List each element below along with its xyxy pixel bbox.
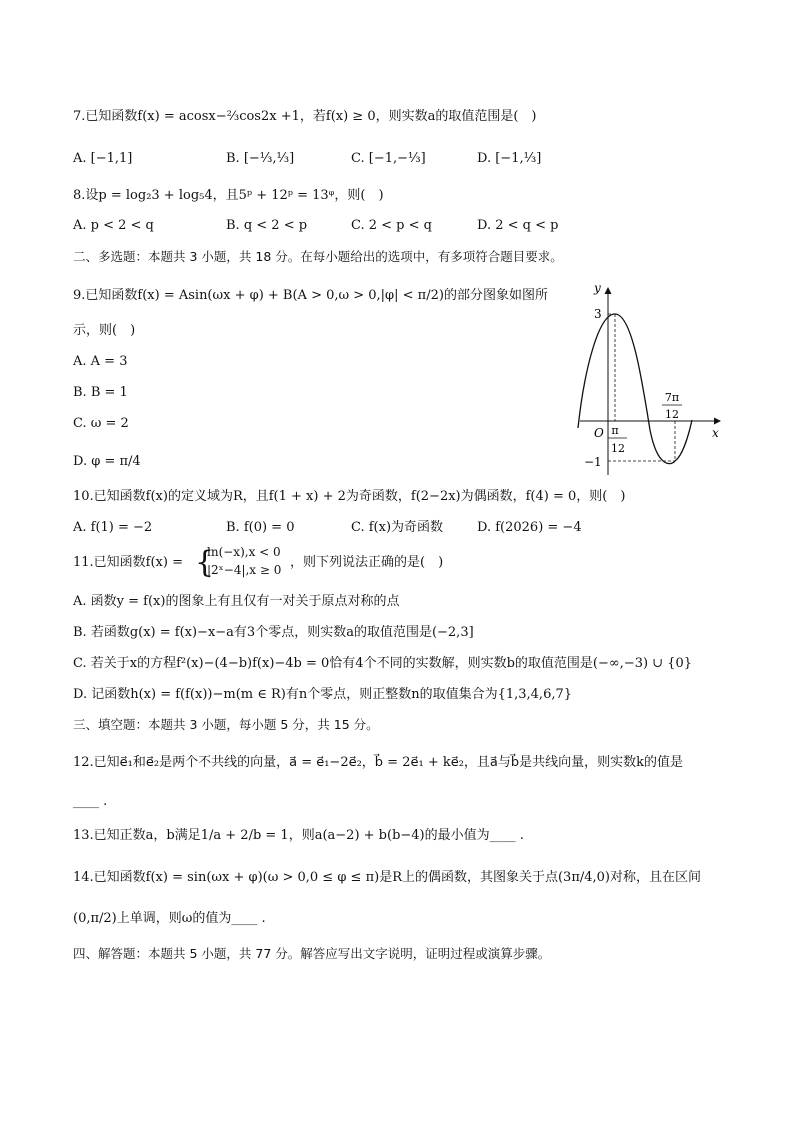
- q11-option-b: B. 若函数g(x) = f(x)−x−a有3个零点，则实数a的取值范围是(−2,3]: [73, 625, 474, 640]
- x1-label-numerator: π: [611, 424, 619, 437]
- q10-option-d: D. f(2026) = −4: [477, 520, 582, 535]
- q8-option-d: D. 2 < q < p: [477, 218, 559, 233]
- q8-stem: 8.设p = log₂3 + log₅4，且5ᵖ + 12ᵖ = 13ᵠ，则( ): [73, 188, 384, 203]
- q10-option-c: C. f(x)为奇函数: [351, 520, 444, 535]
- q7-stem: 7.已知函数f(x) = acosx−⅔cos2x +1，若f(x) ≥ 0，则实数a的取值范围是( ): [73, 109, 537, 124]
- q9-option-a: A. A = 3: [73, 354, 128, 369]
- q12-answer-blank: ____ .: [73, 794, 108, 809]
- q9-option-b: B. B = 1: [73, 385, 128, 400]
- q11-option-d: D. 记函数h(x) = f(f(x))−m(m ∈ R)有n个零点，则正整数n的取值集合为{1,3,4,6,7}: [73, 687, 573, 702]
- x2-label-numerator: 7π: [664, 391, 680, 404]
- q14-stem-line2: (0,π/2)上单调，则ω的值为____ .: [73, 911, 266, 926]
- q9-option-c: C. ω = 2: [73, 416, 129, 431]
- q11-case-2: |2ˣ−4|,x ≥ 0: [207, 563, 282, 577]
- q11-case-1: ln(−x),x < 0: [207, 545, 281, 559]
- origin-label: O: [594, 426, 604, 440]
- x-axis-label: x: [712, 426, 719, 440]
- q13-stem: 13.已知正数a，b满足1/a + 2/b = 1，则a(a−2) + b(b−4)的最小值为____ .: [73, 828, 524, 843]
- q9-option-d: D. φ = π/4: [73, 454, 141, 469]
- q7-option-d: D. [−1,⅓]: [477, 151, 542, 166]
- max-value-label: 3: [594, 307, 602, 321]
- q11-option-a: A. 函数y = f(x)的图象上有且仅有一对关于原点对称的点: [73, 594, 400, 609]
- q9-stem-line1: 9.已知函数f(x) = Asin(ωx + φ) + B(A > 0,ω > 0,|φ| < π/2)的部分图象如图所: [73, 288, 548, 303]
- y-axis-label: y: [594, 281, 601, 295]
- section-4-heading: 四、解答题：本题共 5 小题，共 77 分。解答应写出文字说明，证明过程或演算步骤。: [73, 946, 551, 961]
- x1-label-denominator: 12: [611, 442, 625, 455]
- q11-stem-prefix: 11.已知函数f(x) =: [73, 555, 183, 570]
- q7-option-b: B. [−⅓,⅓]: [226, 151, 295, 166]
- q8-option-c: C. 2 < p < q: [351, 218, 432, 233]
- q14-stem-line1: 14.已知函数f(x) = sin(ωx + φ)(ω > 0,0 ≤ φ ≤ π)是R上的偶函数，其图象关于点(3π/4,0)对称，且在区间: [73, 870, 701, 885]
- q10-stem: 10.已知函数f(x)的定义域为R，且f(1 + x) + 2为奇函数，f(2−2x)为偶函数，f(4) = 0，则( ): [73, 489, 626, 504]
- min-value-label: −1: [584, 455, 602, 469]
- q8-option-b: B. q < 2 < p: [226, 218, 308, 233]
- q11-piecewise-brace: {: [195, 545, 215, 580]
- q10-option-b: B. f(0) = 0: [226, 520, 295, 535]
- q11-option-c: C. 若关于x的方程f²(x)−(4−b)f(x)−4b = 0恰有4个不同的实数解，则实数b的取值范围是(−∞,−3) ∪ {0}: [73, 656, 693, 671]
- x2-label-denominator: 12: [665, 408, 679, 421]
- q11-stem-suffix: ，则下列说法正确的是( ): [290, 555, 444, 570]
- section-2-heading: 二、多选题：本题共 3 小题，共 18 分。在每小题给出的选项中，有多项符合题目要求。: [73, 249, 563, 264]
- q7-option-a: A. [−1,1]: [73, 151, 133, 166]
- q7-option-c: C. [−1,−⅓]: [351, 151, 426, 166]
- section-3-heading: 三、填空题：本题共 3 小题，每小题 5 分，共 15 分。: [73, 717, 379, 732]
- q12-stem-line1: 12.已知e⃗₁和e⃗₂是两个不共线的向量，a⃗ = e⃗₁−2e⃗₂，b⃗ = 2e⃗₁ + ke⃗₂，且a⃗与b⃗是共线向量，则实数k的值是: [73, 755, 684, 770]
- q9-function-graph: [570, 280, 730, 480]
- q9-stem-line2: 示，则( ): [73, 323, 136, 338]
- q8-option-a: A. p < 2 < q: [73, 218, 154, 233]
- q10-option-a: A. f(1) = −2: [73, 520, 153, 535]
